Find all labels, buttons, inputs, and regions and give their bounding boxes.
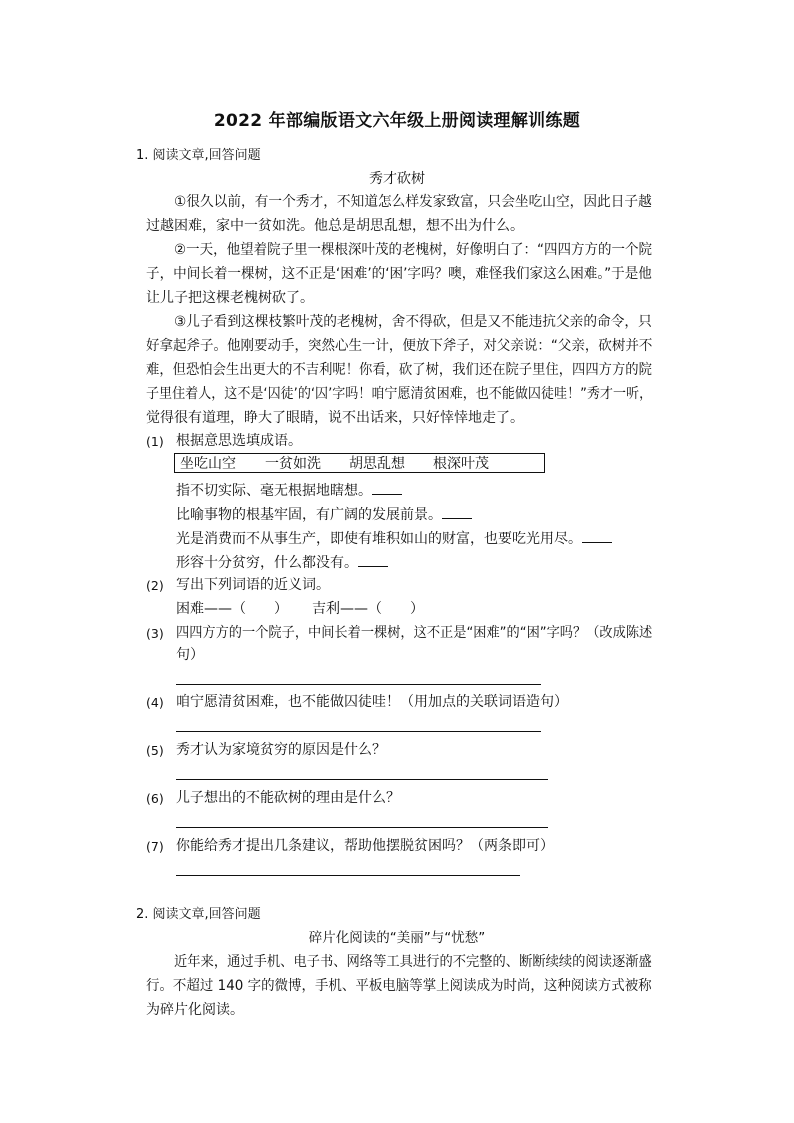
- sub-question-text: 四四方方的一个院子，中间长着一棵树，这不正是“困难”的“困”字吗？（改成陈述: [176, 625, 653, 641]
- idiom-option: 胡思乱想: [349, 456, 405, 472]
- passage-1-title: 秀才砍树: [369, 171, 425, 187]
- paragraph-3-line: ③儿子看到这棵枝繁叶茂的老槐树，舍不得砍，但是又不能违抗父亲的命令，只: [174, 314, 652, 330]
- sub-question-number: (4): [146, 695, 164, 710]
- paragraph-3-line: 觉得很有道理，睁大了眼睛，说不出话来，只好悻悻地走了。: [146, 410, 524, 426]
- passage-2-title: 碎片化阅读的“美丽”与“忧愁”: [308, 930, 486, 946]
- idiom-item: [176, 480, 402, 500]
- idiom-item: [176, 528, 612, 548]
- paragraph-3-line: 好拿起斧子。他刚要动手，突然心生一计，便放下斧子，对父亲说：“父亲，砍树并不: [146, 338, 653, 354]
- paragraph-1-line: ①很久以前，有一个秀才，不知道怎么样发家致富，只会坐吃山空，因此日子越: [174, 194, 652, 210]
- question-1-heading: 1. 阅读文章,回答问题: [136, 148, 261, 163]
- sub-question-number: (2): [146, 578, 164, 593]
- paragraph-3-line: 子里住着人，这不是‘囚徒’的‘囚’字吗！咱宁愿清贫困难，也不能做囚徒哇！”秀才一听，: [146, 386, 653, 402]
- idiom-option: 一贫如洗: [265, 456, 321, 472]
- idiom-item-text: 光是消费而不从事生产，即使有堆积如山的财富，也要吃光用尽。: [176, 531, 582, 547]
- sub-question-text: 秀才认为家境贫穷的原因是什么？: [176, 742, 386, 758]
- sub-question-number: (1): [146, 434, 164, 449]
- answer-line[interactable]: [176, 875, 520, 876]
- synonym-item[interactable]: 吉利——（ ）: [312, 601, 424, 617]
- sub-question-text: 你能给秀才提出几条建议，帮助他摆脱贫困吗？（两条即可）: [176, 838, 554, 854]
- idiom-item-text: 指不切实际、毫无根据地瞎想。: [176, 483, 372, 499]
- sub-question-text: 句）: [176, 647, 204, 663]
- sub-question-text: 儿子想出的不能砍树的理由是什么？: [176, 790, 400, 806]
- paragraph-line: 行。不超过 140 字的微博，手机、平板电脑等掌上阅读成为时尚，这种阅读方式被称: [146, 978, 652, 994]
- idiom-item: [176, 504, 472, 524]
- synonym-item[interactable]: 困难——（ ）: [176, 601, 288, 617]
- paragraph-1-line: 过越困难，家中一贫如洗。他总是胡思乱想，想不出为什么。: [146, 218, 524, 234]
- answer-line[interactable]: [176, 779, 548, 780]
- document-title: 2022 年部编版语文六年级上册阅读理解训练题: [213, 111, 581, 131]
- paragraph-2-line: 让儿子把这棵老槐树砍了。: [146, 290, 314, 306]
- answer-blank[interactable]: [372, 480, 402, 495]
- answer-line[interactable]: [176, 827, 548, 828]
- idiom-item-text: 比喻事物的根基牢固，有广阔的发展前景。: [176, 507, 442, 523]
- paragraph-3-line: 难，但恐怕会生出更大的不吉利呢！你看，砍了树，我们还在院子里住，四四方方的院: [146, 362, 652, 378]
- answer-line[interactable]: [176, 731, 541, 732]
- answer-line[interactable]: [176, 684, 541, 685]
- idiom-option-box: [174, 453, 545, 473]
- sub-question-number: (7): [146, 839, 164, 854]
- idiom-option: 坐吃山空: [180, 456, 236, 472]
- sub-question-text: 咱宁愿清贫困难，也不能做囚徒哇！（用加点的关联词语造句）: [176, 694, 568, 710]
- answer-blank[interactable]: [582, 528, 612, 543]
- answer-blank[interactable]: [442, 504, 472, 519]
- paragraph-line: 为碎片化阅读。: [146, 1002, 244, 1018]
- sub-question-prompt: 根据意思选填成语。: [176, 433, 302, 449]
- sub-question-prompt: 写出下列词语的近义词。: [176, 577, 330, 593]
- sub-question-number: (5): [146, 743, 164, 758]
- idiom-item: [176, 552, 388, 572]
- paragraph-2-line: ②一天，他望着院子里一棵根深叶茂的老槐树，好像明白了：“四四方方的一个院: [174, 242, 652, 258]
- paragraph-line: 近年来，通过手机、电子书、网络等工具进行的不完整的、断断续续的阅读逐渐盛: [174, 954, 652, 970]
- answer-blank[interactable]: [358, 552, 388, 567]
- sub-question-number: (3): [146, 626, 164, 641]
- question-2-heading: 2. 阅读文章,回答问题: [136, 907, 261, 922]
- idiom-item-text: 形容十分贫穷，什么都没有。: [176, 555, 358, 571]
- sub-question-number: (6): [146, 791, 164, 806]
- paragraph-2-line: 子，中间长着一棵树，这不正是‘困难’的‘困’字吗？噢，难怪我们家这么困难。”于是他: [146, 266, 652, 282]
- idiom-option: 根深叶茂: [433, 456, 489, 472]
